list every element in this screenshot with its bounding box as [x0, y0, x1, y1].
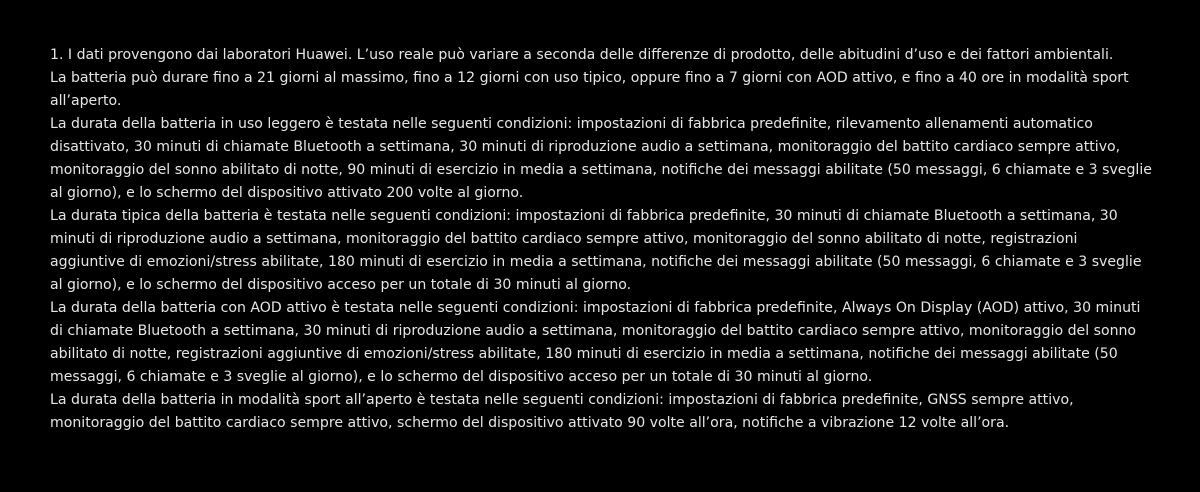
battery-footnote — [50, 44, 1155, 435]
footnote-aod-conditions: La durata della batteria con AOD attivo è testata nelle seguenti condizioni: impostazioni di fabbrica predefinite, Always On Display (AOD) attivo, 30 minuti di chiamate Bluetooth a settimana, 30 minuti di riproduzione audio a settimana, monitoraggio del battito cardiaco sempre attivo, monitoraggio del sonno abilitato di notte, registrazioni aggiuntive di emozioni/stress abilitate, 180 minuti di esercizio in media a settimana, notifiche dei messaggi abilitate (50 messaggi, 6 chiamate e 3 sveglie al giorno), e lo schermo del dispositivo acceso per un totale di 30 minuti al giorno. — [50, 300, 1141, 385]
footnote-battery-summary: La batteria può durare fino a 21 giorni al massimo, fino a 12 giorni con uso tipico, oppure fino a 7 giorni con AOD attivo, e fino a 40 ore in modalità sport all’aperto. — [50, 70, 1129, 109]
footnote-light-use-conditions: La durata della batteria in uso leggero è testata nelle seguenti condizioni: impostazioni di fabbrica predefinite, rilevamento allenamenti automatico disattivato, 30 minuti di chiamate Bluetooth a settimana, 30 minuti di riproduzione audio a settimana, monitoraggio del battito cardiaco sempre attivo, monitoraggio del sonno abilitato di notte, 90 minuti di esercizio in media a settimana, notifiche dei messaggi abilitate (50 messaggi, 6 chiamate e 3 sveglie al giorno), e lo schermo del dispositivo attivato 200 volte al giorno. — [50, 116, 1152, 201]
footnote-source-note: 1. I dati provengono dai laboratori Huawei. L’uso reale può variare a seconda delle differenze di prodotto, delle abitudini d’uso e dei fattori ambientali. — [50, 47, 1114, 63]
footnote-outdoor-sport-conditions: La durata della batteria in modalità sport all’aperto è testata nelle seguenti condizioni: impostazioni di fabbrica predefinite, GNSS sempre attivo, monitoraggio del battito cardiaco sempre attivo, schermo del dispositivo attivato 90 volte all’ora, notifiche a vibrazione 12 volte all’ora. — [50, 392, 1074, 431]
footnote-typical-use-conditions: La durata tipica della batteria è testata nelle seguenti condizioni: impostazioni di fabbrica predefinite, 30 minuti di chiamate Bluetooth a settimana, 30 minuti di riproduzione audio a settimana, monitoraggio del battito cardiaco sempre attivo, monitoraggio del sonno abilitato di notte, registrazioni aggiuntive di emozioni/stress abilitate, 180 minuti di esercizio in media a settimana, notifiche dei messaggi abilitate (50 messaggi, 6 chiamate e 3 sveglie al giorno), e lo schermo del dispositivo acceso per un totale di 30 minuti al giorno. — [50, 208, 1142, 293]
